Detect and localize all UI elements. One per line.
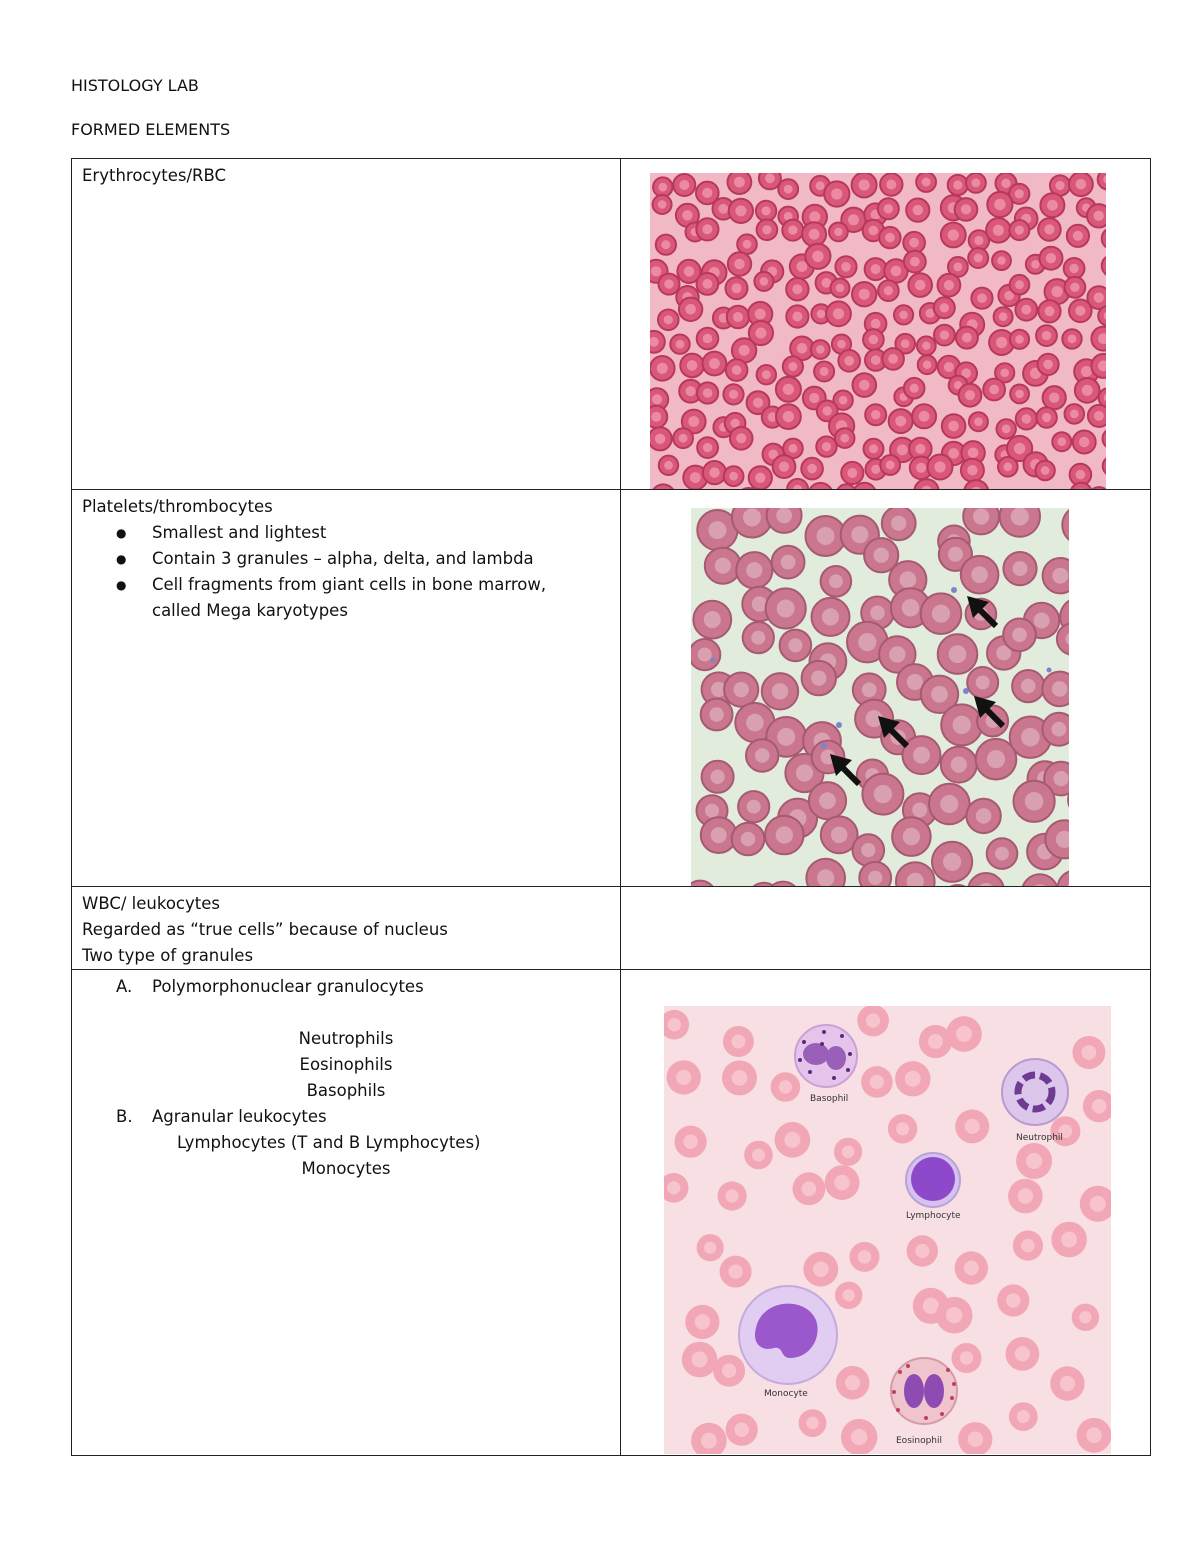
basophil-cell: [795, 1025, 857, 1087]
list-item: Basophils: [306, 1081, 386, 1100]
list-item: Monocytes: [301, 1159, 391, 1178]
list-item: [82, 974, 610, 1000]
wbc-image-cell: [621, 970, 1151, 1456]
table-row: [72, 490, 1151, 887]
platelets-cell: [72, 490, 621, 887]
table-row: [72, 159, 1151, 490]
eosinophil-cell: [891, 1358, 957, 1424]
rbc-image-cell: [621, 159, 1151, 490]
list-item: ● Cell fragments from giant cells in bone marrow,: [152, 572, 610, 598]
list-item: ● Contain 3 granules – alpha, delta, and lambda: [152, 546, 610, 572]
table-row: [72, 887, 1151, 970]
platelets-micrograph: [691, 508, 1069, 886]
agranular-heading: Agranular leukocytes: [152, 1107, 327, 1126]
list-item: [82, 1104, 610, 1130]
list-item-continuation: called Mega karyotypes: [152, 601, 348, 620]
monocyte-cell: [739, 1286, 837, 1384]
basophil-label: Basophil: [810, 1094, 849, 1104]
lymphocyte-cell: [906, 1153, 960, 1207]
table-row: [72, 970, 1151, 1456]
wbc-empty-cell: [621, 887, 1151, 970]
rbc-title: Erythrocytes/RBC: [82, 166, 227, 185]
wbc-granules-note: Two type of granules: [82, 946, 254, 965]
wbc-illustration: [664, 1006, 1111, 1454]
wbc-types-cell: [72, 970, 621, 1456]
granulocytes-heading: Polymorphonuclear granulocytes: [152, 977, 424, 996]
rbc-cell: [72, 159, 621, 490]
list-marker: B.: [116, 1107, 133, 1126]
doc-title: HISTOLOGY LAB: [71, 76, 199, 95]
wbc-cell: [72, 887, 621, 970]
list-item: Lymphocytes (T and B Lymphocytes): [177, 1133, 481, 1152]
platelets-image-cell: [621, 490, 1151, 887]
neutrophil-cell: [1002, 1059, 1068, 1125]
wbc-description: Regarded as “true cells” because of nucleus: [82, 920, 448, 939]
doc-subtitle: FORMED ELEMENTS: [71, 120, 231, 139]
platelets-title: Platelets/thrombocytes: [82, 497, 273, 516]
list-item: ● Smallest and lightest: [152, 520, 610, 546]
eosinophil-label: Eosinophil: [896, 1436, 943, 1446]
platelets-bullets: [82, 520, 610, 598]
wbc-title: WBC/ leukocytes: [82, 894, 220, 913]
list-item: Eosinophils: [299, 1055, 393, 1074]
list-marker: A.: [116, 977, 133, 996]
neutrophil-label: Neutrophil: [1016, 1133, 1063, 1143]
list-item: Neutrophils: [298, 1029, 394, 1048]
formed-elements-table: [71, 158, 1151, 1456]
monocyte-label: Monocyte: [764, 1389, 808, 1399]
rbc-micrograph: [650, 173, 1106, 489]
lymphocyte-label: Lymphocyte: [906, 1211, 961, 1221]
